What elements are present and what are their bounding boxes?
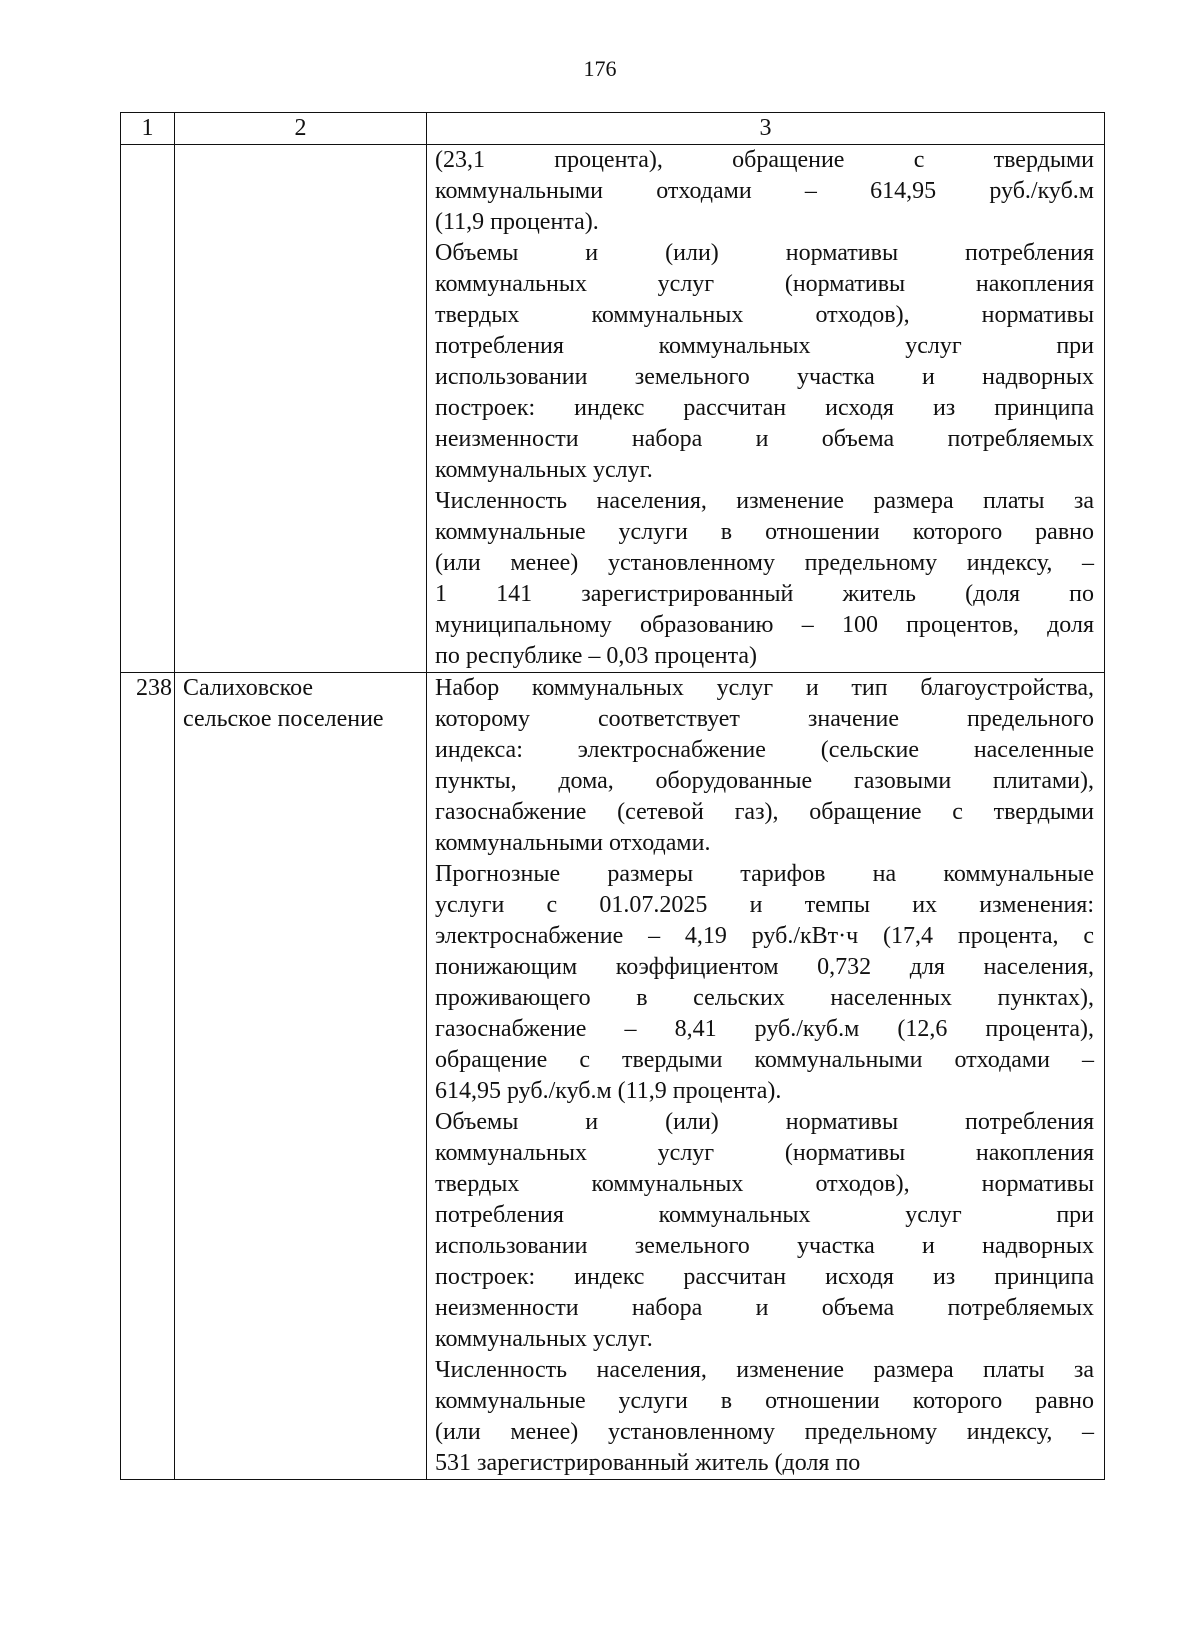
text-line: коммунальными отходами – 614,95 руб./куб.м (435, 178, 1094, 204)
text-line: построек: индекс рассчитан исходя из принципа (435, 1264, 1094, 1290)
text-line: коммунальных услуг. (435, 1326, 653, 1352)
paragraph (435, 1355, 1094, 1479)
text-line: Набор коммунальных услуг и тип благоустройства, (435, 675, 1094, 701)
text-line: проживающего в сельских населенных пунктах), (435, 985, 1094, 1011)
text-line: (11,9 процента). (435, 209, 599, 235)
text-line: (23,1 процента), обращение с твердыми (435, 147, 1094, 173)
settlement-name-line: сельское поселение (183, 706, 384, 732)
text-line: (или менее) установленному предельному индексу, – (435, 1419, 1094, 1445)
text-line: (или менее) установленному предельному индексу, – (435, 550, 1094, 576)
data-table (120, 112, 1105, 1480)
paragraph (435, 1107, 1094, 1355)
text-line: 1 141 зарегистрированный житель (доля по (435, 581, 1094, 607)
text-line: твердых коммунальных отходов), нормативы (435, 1171, 1094, 1197)
text-line: коммунальные услуги в отношении которого равно (435, 1388, 1094, 1414)
header-cell-3: 3 (427, 113, 1105, 145)
text-line: понижающим коэффициентом 0,732 для населения, (435, 954, 1094, 980)
text-line: твердых коммунальных отходов), нормативы (435, 302, 1094, 328)
settlement-name-cell (175, 145, 427, 673)
text-line: услуги с 01.07.2025 и темпы их изменения: (435, 892, 1094, 918)
text-line: газоснабжение – 8,41 руб./куб.м (12,6 процента), (435, 1016, 1094, 1042)
text-line: Численность населения, изменение размера платы за (435, 488, 1094, 514)
paragraph (435, 238, 1094, 486)
settlement-name-cell (175, 673, 427, 1480)
settlement-name-line: Салиховское (183, 675, 314, 701)
text-line: муниципальному образованию – 100 процентов, доля (435, 612, 1094, 638)
text-line: неизменности набора и объема потребляемых (435, 1295, 1094, 1321)
text-line: использовании земельного участка и надворных (435, 1233, 1094, 1259)
text-line: газоснабжение (сетевой газ), обращение с твердыми (435, 799, 1094, 825)
paragraph (435, 673, 1094, 859)
description-cell (427, 145, 1105, 673)
text-line: Прогнозные размеры тарифов на коммунальные (435, 861, 1094, 887)
text-line: пункты, дома, оборудованные газовыми плитами), (435, 768, 1094, 794)
table-row (121, 145, 1105, 673)
page-number: 176 (583, 56, 617, 81)
text-line: коммунальными отходами. (435, 830, 711, 856)
text-line: индекса: электроснабжение (сельские населенные (435, 737, 1094, 763)
text-line: потребления коммунальных услуг при (435, 1202, 1094, 1228)
text-line: коммунальные услуги в отношении которого равно (435, 519, 1094, 545)
text-line: электроснабжение – 4,19 руб./кВт·ч (17,4 процента, с (435, 923, 1094, 949)
text-line: Объемы и (или) нормативы потребления (435, 240, 1094, 266)
table-header-row (121, 113, 1105, 145)
description-cell (427, 673, 1105, 1480)
text-line: 614,95 руб./куб.м (11,9 процента). (435, 1078, 782, 1104)
text-line: неизменности набора и объема потребляемых (435, 426, 1094, 452)
text-line: построек: индекс рассчитан исходя из принципа (435, 395, 1094, 421)
text-line: Численность населения, изменение размера платы за (435, 1357, 1094, 1383)
text-line: обращение с твердыми коммунальными отходами – (435, 1047, 1094, 1073)
paragraph (435, 145, 1094, 238)
text-line: коммунальных услуг (нормативы накопления (435, 1140, 1094, 1166)
text-line: использовании земельного участка и надворных (435, 364, 1094, 390)
row-number-cell (121, 145, 175, 673)
row-number-cell: 238 (121, 673, 175, 1480)
text-line: коммунальных услуг. (435, 457, 653, 483)
text-line: 531 зарегистрированный житель (доля по (435, 1450, 861, 1476)
text-line: по республике – 0,03 процента) (435, 643, 758, 669)
header-cell-2: 2 (175, 113, 427, 145)
text-line: коммунальных услуг (нормативы накопления (435, 271, 1094, 297)
table-row (121, 673, 1105, 1480)
header-cell-1: 1 (121, 113, 175, 145)
paragraph (435, 486, 1094, 672)
paragraph (435, 859, 1094, 1107)
text-line: Объемы и (или) нормативы потребления (435, 1109, 1094, 1135)
text-line: потребления коммунальных услуг при (435, 333, 1094, 359)
text-line: которому соответствует значение предельного (435, 706, 1094, 732)
